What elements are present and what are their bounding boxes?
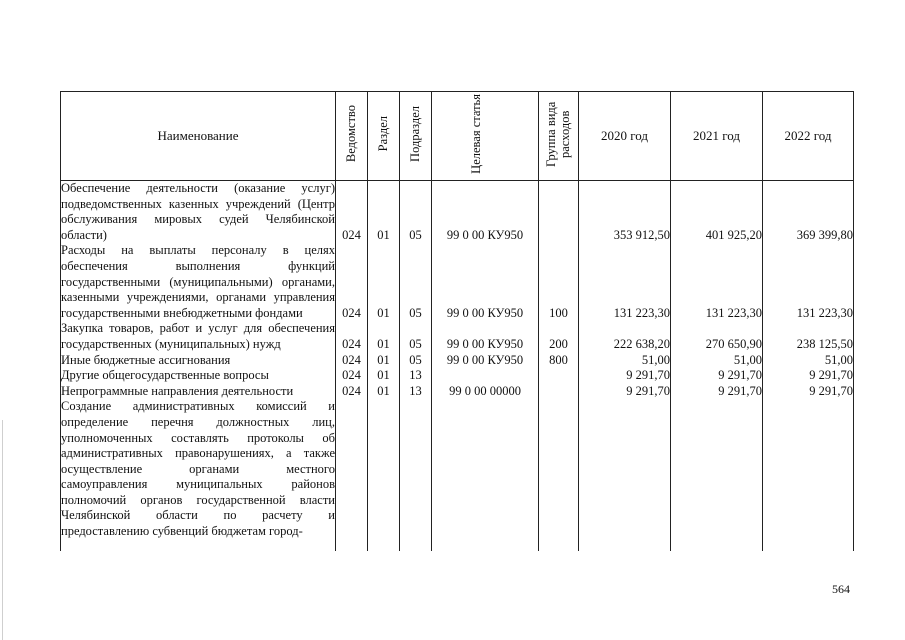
table-row xyxy=(61,368,854,384)
row-expense-group xyxy=(539,399,579,551)
row-name: Закупка товаров, работ и услуг для обеспечения государственных (муниципальных) нужд xyxy=(61,321,335,351)
table-row xyxy=(61,321,854,352)
header-target: Целевая статья xyxy=(432,92,539,181)
row-2021: 131 223,30 xyxy=(671,243,763,321)
row-expense-group xyxy=(539,384,579,400)
row-section: 01 xyxy=(368,368,400,384)
header-subsection: Подраздел xyxy=(400,92,432,181)
row-department xyxy=(336,399,368,551)
row-name: Обеспечение деятельности (оказание услуг) подведомственных казенных учреждений (Центр обслуживания мировых судей Челябинской области) xyxy=(61,181,335,242)
row-2022: 9 291,70 xyxy=(763,384,854,400)
header-row xyxy=(61,92,854,181)
table-row xyxy=(61,243,854,321)
row-department: 024 xyxy=(336,384,368,400)
row-target: 99 0 00 КУ950 xyxy=(432,181,539,244)
row-name: Расходы на выплаты персоналу в целях обеспечения выполнения функций государственными (муниципальными) органами, казенными учреждениями, органами управления государственными внебюджетными фондами xyxy=(61,243,335,320)
row-2020 xyxy=(579,399,671,551)
row-subsection: 05 xyxy=(400,243,432,321)
row-target: 99 0 00 КУ950 xyxy=(432,243,539,321)
row-2021 xyxy=(671,399,763,551)
row-2021: 9 291,70 xyxy=(671,368,763,384)
row-2020: 9 291,70 xyxy=(579,368,671,384)
table-row xyxy=(61,384,854,400)
row-2021: 270 650,90 xyxy=(671,321,763,352)
page-number: 564 xyxy=(832,582,850,596)
row-target xyxy=(432,399,539,551)
row-expense-group xyxy=(539,368,579,384)
row-subsection xyxy=(400,399,432,551)
row-section: 01 xyxy=(368,243,400,321)
row-2020: 222 638,20 xyxy=(579,321,671,352)
row-target: 99 0 00 00000 xyxy=(432,384,539,400)
row-section: 01 xyxy=(368,384,400,400)
row-2022: 131 223,30 xyxy=(763,243,854,321)
table-row xyxy=(61,399,854,551)
row-section: 01 xyxy=(368,181,400,244)
row-expense-group: 200 xyxy=(539,321,579,352)
row-name: Другие общегосударственные вопросы xyxy=(61,368,336,384)
row-2022 xyxy=(763,399,854,551)
row-department: 024 xyxy=(336,243,368,321)
row-2022: 9 291,70 xyxy=(763,368,854,384)
header-2020: 2020 год xyxy=(579,92,671,181)
row-expense-group xyxy=(539,181,579,244)
row-subsection: 13 xyxy=(400,384,432,400)
row-2020: 9 291,70 xyxy=(579,384,671,400)
budget-table xyxy=(60,91,854,551)
row-target: 99 0 00 КУ950 xyxy=(432,353,539,369)
table-row xyxy=(61,353,854,369)
header-expense-group: Группа вида расходов xyxy=(539,92,579,181)
row-expense-group: 100 xyxy=(539,243,579,321)
header-department: Ведомство xyxy=(336,92,368,181)
row-subsection: 05 xyxy=(400,321,432,352)
row-2021: 9 291,70 xyxy=(671,384,763,400)
row-expense-group: 800 xyxy=(539,353,579,369)
row-target: 99 0 00 КУ950 xyxy=(432,321,539,352)
header-section: Раздел xyxy=(368,92,400,181)
row-name: Иные бюджетные ассигнования xyxy=(61,353,336,369)
row-2022: 369 399,80 xyxy=(763,181,854,244)
row-2020: 131 223,30 xyxy=(579,243,671,321)
row-department: 024 xyxy=(336,181,368,244)
header-name: Наименование xyxy=(61,92,336,181)
scan-edge-line xyxy=(2,420,3,640)
row-department: 024 xyxy=(336,321,368,352)
row-subsection: 05 xyxy=(400,181,432,244)
row-2021: 51,00 xyxy=(671,353,763,369)
row-section xyxy=(368,399,400,551)
header-2021: 2021 год xyxy=(671,92,763,181)
row-subsection: 05 xyxy=(400,353,432,369)
row-department: 024 xyxy=(336,368,368,384)
row-2022: 238 125,50 xyxy=(763,321,854,352)
row-target xyxy=(432,368,539,384)
row-name: Создание административных комиссий и определение перечня должностных лиц, уполномоченных составлять протоколы об административных правонарушениях, а также осуществление органами местного самоуправления муниципальных районов полномочий органов государственной власти Челябинской области по расчету и предоставлению субвенций бюджетам город- xyxy=(61,399,336,551)
row-2022: 51,00 xyxy=(763,353,854,369)
row-section: 01 xyxy=(368,321,400,352)
row-name: Непрограммные направления деятельности xyxy=(61,384,336,400)
row-department: 024 xyxy=(336,353,368,369)
row-2020: 353 912,50 xyxy=(579,181,671,244)
row-subsection: 13 xyxy=(400,368,432,384)
table-row xyxy=(61,181,854,244)
row-2021: 401 925,20 xyxy=(671,181,763,244)
header-2022: 2022 год xyxy=(763,92,854,181)
row-2020: 51,00 xyxy=(579,353,671,369)
row-section: 01 xyxy=(368,353,400,369)
